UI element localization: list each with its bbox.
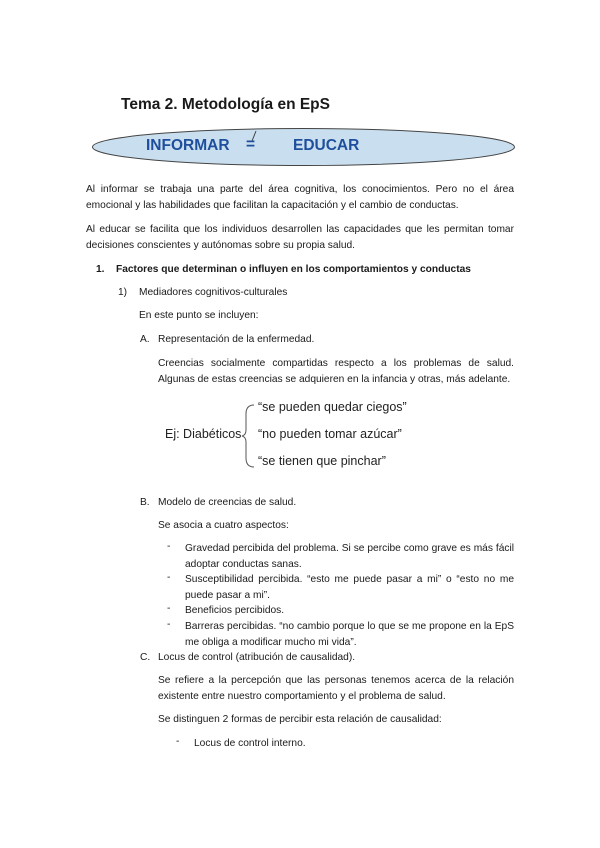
item-a-heading: Representación de la enfermedad. (158, 334, 315, 345)
sub-1-intro: En este punto se incluyen: (139, 310, 259, 321)
bullet-dash: - (167, 541, 171, 552)
item-b-heading: Modelo de creencias de salud. (158, 497, 297, 508)
intro-paragraph-informar: Al informar se trabaja una parte del área cognitiva, los conocimientos. Pero no el área emocional y las habilidades que facilitan la capacitación y el cambio de conductas. (86, 184, 514, 211)
example-line-3: “se tienen que pinchar” (258, 454, 386, 468)
bullet-dash: - (176, 736, 180, 747)
item-c-intro: Se distinguen 2 formas de percibir esta relación de causalidad: (158, 714, 442, 725)
item-a-letter: A. (140, 334, 150, 345)
item-c-text: Se refiere a la percepción que las personas tenemos acerca de la relación existente entre nuestro comportamiento y el problema de salud. (158, 675, 514, 702)
page-title: Tema 2. Metodología en EpS (121, 96, 330, 113)
example-line-2: “no pueden tomar azúcar” (258, 427, 402, 441)
sub-1-number: 1) (118, 287, 128, 298)
banner-left: INFORMAR (146, 137, 230, 154)
section-1-heading: Factores que determinan o influyen en los comportamientos y conductas (116, 264, 471, 275)
banner-right: EDUCAR (293, 137, 360, 154)
item-c-letter: C. (140, 652, 151, 663)
bullet-dash: - (167, 572, 171, 583)
bullet-dash: - (167, 603, 171, 614)
item-b-bullet: Gravedad percibida del problema. Si se percibe como grave es más fácil adoptar conductas sanas. (185, 543, 514, 570)
item-b-bullet: Susceptibilidad percibida. “esto me puede pasar a mi” o “esto no me puede pasar a mi”. (185, 574, 514, 601)
bullet-dash: - (167, 619, 171, 630)
informar-educar-banner (91, 127, 516, 167)
item-b-bullet: Beneficios percibidos. (185, 605, 285, 616)
item-a-text: Creencias socialmente compartidas respecto a los problemas de salud. Algunas de estas creencias se adquieren en la infancia y otras, más adelante. (158, 358, 514, 385)
item-b-bullet: Barreras percibidas. “no cambio porque lo que se me propone en la EpS me obliga a modificar mucho mi vida”. (185, 621, 514, 648)
item-c-bullet: Locus de control interno. (194, 738, 306, 749)
intro-paragraph-educar: Al educar se facilita que los individuos desarrollen las capacidades que les permitan tomar decisiones conscientes y autónomas sobre su propia salud. (86, 224, 514, 251)
section-1-number: 1. (96, 264, 105, 275)
item-c-heading: Locus de control (atribución de causalidad). (158, 652, 356, 663)
example-line-1: “se pueden quedar ciegos” (258, 400, 407, 414)
item-b-letter: B. (140, 497, 150, 508)
item-b-intro: Se asocia a cuatro aspectos: (158, 520, 289, 531)
sub-1-heading: Mediadores cognitivos-culturales (139, 287, 288, 298)
example-lead: Ej: Diabéticos (165, 427, 242, 441)
banner-equals: = (246, 136, 256, 153)
